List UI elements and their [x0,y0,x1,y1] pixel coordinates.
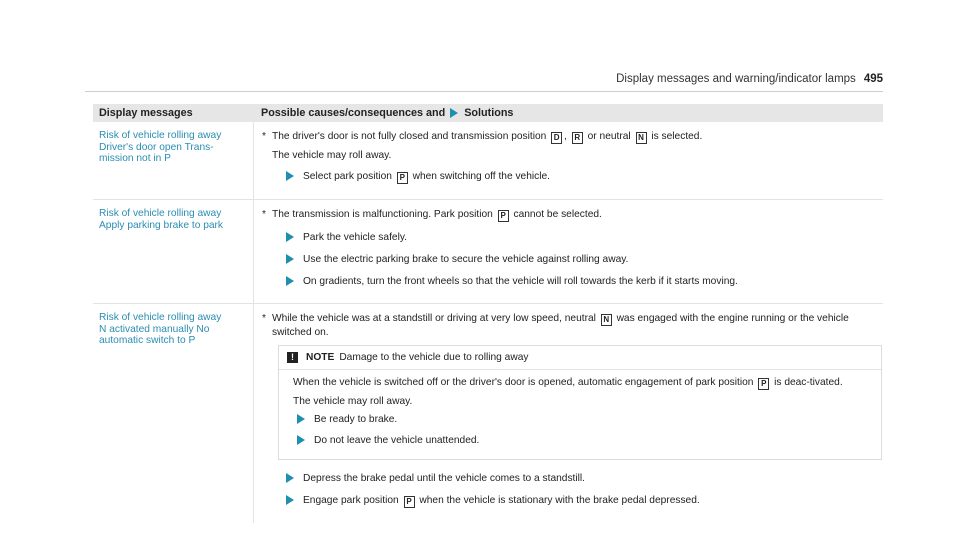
gear-n-icon: N [636,132,647,144]
step-text: Depress the brake pedal until the vehicle comes to a standstill. [303,473,586,484]
solution-step [286,231,883,244]
arrow-right-icon [286,232,294,242]
col-header-solutions-text: Solutions [464,106,514,119]
step-text: Use the electric parking brake to secure the vehicle against rolling away. [303,254,629,265]
message-line: Risk of vehicle rolling away [99,312,222,323]
running-header [616,73,883,85]
cause-cell [253,304,883,523]
note-paragraph: The vehicle may roll away. [293,396,413,407]
arrow-right-icon [286,495,294,505]
step-text: Do not leave the vehicle unattended. [314,435,480,446]
message-line: Risk of vehicle rolling away [99,130,222,141]
note-body [279,370,881,459]
col-header-causes [253,107,883,120]
table-row [93,304,883,523]
messages-table [93,104,883,523]
message-line: automatic switch to P [99,335,196,346]
col-header-causes-text: Possible causes/consequences and [261,106,446,119]
message-line: Risk of vehicle rolling away [99,208,222,219]
cause-text: The driver's door is not fully closed and transmission position D , R or neutral N is selected. [272,131,703,142]
note-subtitle: Damage to the vehicle due to rolling away [339,352,529,363]
solution-step [297,434,873,447]
solution-step [286,170,883,184]
cause-text: The transmission is malfunctioning. Park position P cannot be selected. [272,209,602,220]
running-title: Display messages and warning/indicator lamps [616,73,856,85]
header-rule [85,91,883,92]
note-title: NOTE [306,352,335,363]
note-box [278,345,882,460]
display-message [93,304,253,523]
table-row [93,122,883,200]
gear-r-icon: R [572,132,583,144]
arrow-right-icon [286,276,294,286]
cause-bullet [262,208,883,222]
step-text: Engage park position P when the vehicle is stationary with the brake pedal depressed. [303,495,700,506]
cause-cell [253,200,883,303]
solution-step [286,494,883,508]
arrow-right-icon [450,108,458,118]
cause-text: While the vehicle was at a standstill or driving at very low speed, neutral N was engaged with the engine running or the vehicle switched on. [272,313,849,338]
solution-step [286,253,883,266]
message-line: Driver's door open Trans- [99,141,214,153]
arrow-right-icon [286,473,294,483]
gear-n-icon: N [601,314,612,326]
arrow-right-icon [286,171,294,181]
solution-step [286,275,883,288]
message-line: Apply parking brake to park [99,219,224,231]
step-text: Park the vehicle safely. [303,232,407,243]
asterisk-icon: * [262,313,266,324]
gear-p-icon: P [498,210,509,222]
gear-p-icon: P [397,172,408,184]
asterisk-icon: * [262,131,266,142]
gear-p-icon: P [404,496,415,508]
solution-step [286,472,883,485]
message-line: mission not in P [99,153,171,164]
cause-bullet [262,312,883,339]
step-text: Select park position P when switching off the vehicle. [303,171,551,182]
message-line: N activated manually No [99,323,210,335]
arrow-right-icon [297,414,305,424]
note-header [279,346,881,370]
table-row [93,200,883,304]
asterisk-icon: * [262,209,266,220]
display-message [93,200,253,303]
table-header [93,104,883,122]
arrow-right-icon [286,254,294,264]
consequence-text: The vehicle may roll away. [272,150,392,161]
cause-bullet [262,130,883,144]
display-message [93,122,253,199]
warning-icon: ! [287,352,298,363]
gear-d-icon: D [551,132,562,144]
step-text: Be ready to brake. [314,414,398,425]
solution-step [297,413,873,426]
arrow-right-icon [297,435,305,445]
cause-cell [253,122,883,199]
col-header-messages: Display messages [99,106,193,119]
note-paragraph: When the vehicle is switched off or the driver's door is opened, automatic engagement of park position P is deac-tivated. [293,377,843,388]
gear-p-icon: P [758,378,769,390]
step-text: On gradients, turn the front wheels so that the vehicle will roll towards the kerb if it starts moving. [303,276,738,287]
page-number: 495 [863,73,883,85]
